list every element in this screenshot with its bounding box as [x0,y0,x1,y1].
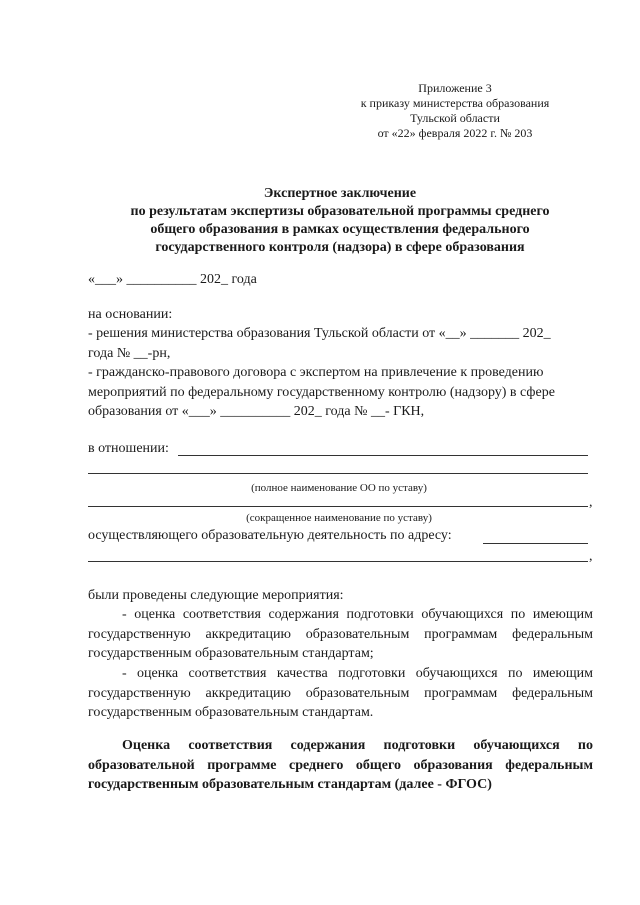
section-heading-text: Оценка соответствия содержания подготовки обучающихся по образовательной программе среднего общего образования федеральным государственным образовательным стандартам (далее - ФГОС) [88,738,593,792]
events-item-2 [88,664,593,723]
title-line-3: общего образования в рамках осуществления федерального [150,222,530,237]
appendix-line-3: Тульской области [410,111,500,125]
events-item-1-text: - оценка соответствия содержания подготовки обучающихся по имеющим государственную аккредитацию образовательным программам федеральным государственным образовательным стандартам; [88,607,593,661]
full-name-underline [88,473,588,474]
title-line-2: по результатам экспертизы образовательной программы среднего [130,204,550,219]
document-title [80,185,600,257]
basis-item-1-line-2: года № __-рн, [88,346,171,361]
events-item-1 [88,605,593,664]
short-name-caption: (сокращенное наименование по уставу) [246,512,432,524]
basis-heading: на основании: [88,307,173,322]
appendix-line-1: Приложение 3 [418,81,492,95]
appendix-block [330,81,580,141]
section-heading [88,736,593,795]
full-name-caption: (полное наименование ОО по уставу) [251,482,427,494]
short-name-underline [88,506,588,507]
address-comma: , [589,549,593,564]
address-label: осуществляющего образовательную деятельность по адресу: [88,528,452,543]
title-line-4: государственного контроля (надзора) в сфере образования [155,240,525,255]
basis-item-2-line-1: - гражданско-правового договора с экспертом на привлечение к проведению [88,365,544,380]
short-name-comma: , [589,495,593,510]
address-underline [483,543,588,544]
basis-item-2-line-3: образования от «___» __________ 202_ года № __- ГКН, [88,404,425,419]
address-underline-2 [88,561,588,562]
appendix-line-4: от «22» февраля 2022 г. № 203 [377,126,533,140]
title-line-1: Экспертное заключение [263,186,417,201]
events-heading: были проведены следующие мероприятия: [88,588,344,603]
basis-item-1-line-1: - решения министерства образования Тульской области от «__» _______ 202_ [88,326,551,341]
events-item-2-text: - оценка соответствия качества подготовки обучающихся по имеющим государственную аккредитацию образовательным программам федеральным государственным образовательным стандартам. [88,666,593,720]
basis-item-2-line-2: мероприятий по федеральному государственному контролю (надзору) в сфере [88,385,555,400]
relation-underline [178,455,588,456]
date-line: «___» __________ 202_ года [88,272,257,287]
relation-label: в отношении: [88,441,169,456]
appendix-line-2: к приказу министерства образования [360,96,550,110]
